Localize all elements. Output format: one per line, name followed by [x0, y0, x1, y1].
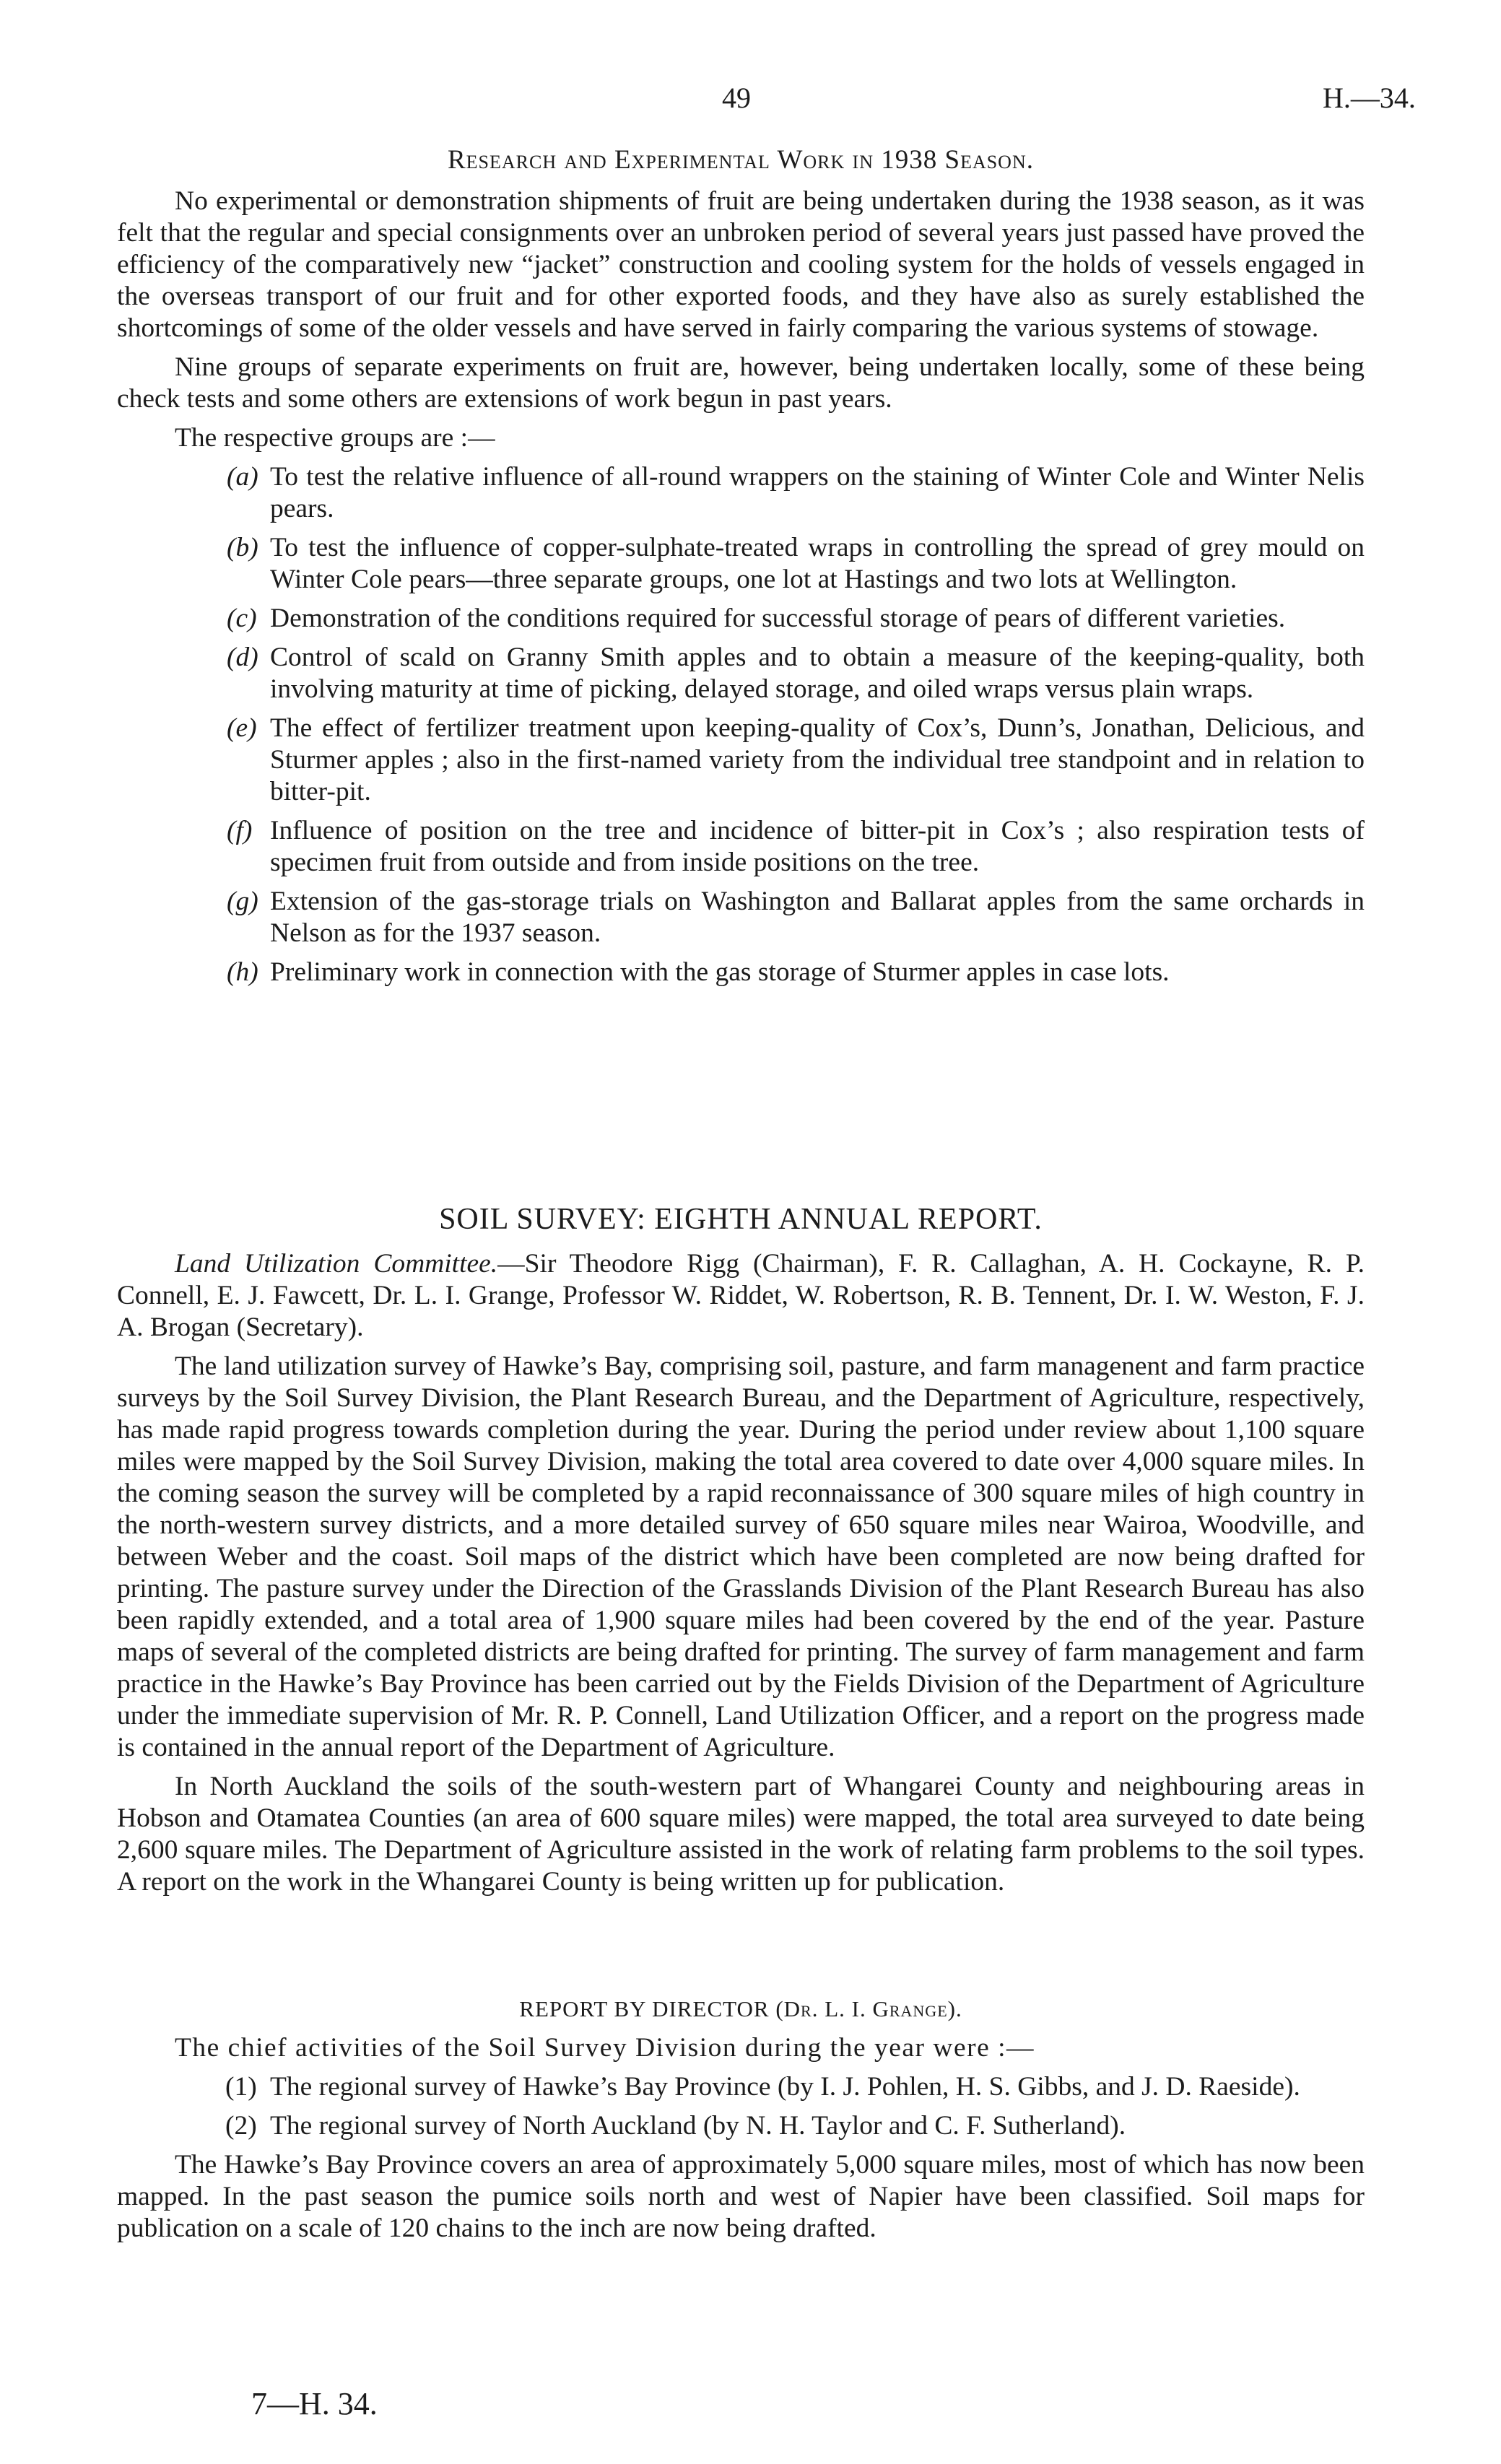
- item-text: The effect of fertilizer treatment upon keeping-quality of Cox’s, Dunn’s, Jonathan, Delicious, and Sturmer apples ; also in the first-named variety from the individual tree standpoint and in relation to bitter-pit.: [270, 713, 1365, 806]
- item-label: (b): [227, 533, 258, 562]
- item-text: The regional survey of Hawke’s Bay Province (by I. J. Pohlen, H. S. Gibbs, and J. D. Raeside).: [270, 2072, 1300, 2102]
- item-text: Demonstration of the conditions required for successful storage of pears of different varieties.: [270, 604, 1286, 633]
- item-text: To test the relative influence of all-round wrappers on the staining of Winter Cole and Winter Nelis pears.: [270, 462, 1365, 523]
- item-text: Influence of position on the tree and incidence of bitter-pit in Cox’s ; also respiration tests of specimen fruit from outside and from inside positions on the tree.: [270, 816, 1365, 877]
- research-item-d: [117, 642, 1365, 705]
- research-paragraph-3: The respective groups are :—: [175, 423, 495, 453]
- soil-survey-section: [117, 1202, 1365, 1905]
- director-item-1: [117, 2071, 1365, 2103]
- item-label: (g): [227, 887, 258, 916]
- item-label: (1): [225, 2072, 257, 2102]
- research-paragraph-2: Nine groups of separate experiments on fruit are, however, being undertaken locally, some of these being check tests and some others are extensions of work begun in past years.: [117, 352, 1365, 414]
- research-item-e: [117, 713, 1365, 808]
- item-label: (h): [227, 957, 258, 987]
- research-item-f: [117, 815, 1365, 879]
- research-section: [117, 144, 1365, 996]
- research-item-b: [117, 532, 1365, 596]
- research-item-c: [117, 603, 1365, 635]
- committee-members: —Sir Theodore Rigg (Chairman), F. R. Callaghan, A. H. Cockayne, R. P. Connell, E. J. Fawcett, Dr. L. I. Grange, Professor W. Riddet, W. Robertson, R. B. Tennent, Dr. I. W. Weston, F. J. A. Brogan (Secretary).: [117, 1249, 1365, 1342]
- soil-paragraph-2: In North Auckland the soils of the south-western part of Whangarei County and neighbouring areas in Hobson and Otamatea Counties (an area of 600 square miles) were mapped, the total area surveyed to date being 2,600 square miles. The Department of Agriculture assisted in the work of relating farm problems to the soil types. A report on the work in the Whangarei County is being written up for publication.: [117, 1772, 1365, 1897]
- item-text: The regional survey of North Auckland (by N. H. Taylor and C. F. Sutherland).: [270, 2111, 1126, 2141]
- item-text: To test the influence of copper-sulphate-treated wraps in controlling the spread of grey mould on Winter Cole pears—three separate groups, one lot at Hastings and two lots at Wellington.: [270, 533, 1365, 594]
- item-text: Extension of the gas-storage trials on Washington and Ballarat apples from the same orchards in Nelson as for the 1937 season.: [270, 887, 1365, 948]
- director-heading: [117, 1996, 1365, 2022]
- soil-paragraph-1: The land utilization survey of Hawke’s Bay, comprising soil, pasture, and farm managenent and farm practice surveys by the Soil Survey Division, the Plant Research Bureau, and the Department of Agriculture, respectively, has made rapid progress towards completion during the year. During the period under review about 1,100 square miles were mapped by the Soil Survey Division, making the total area covered to date over 4,000 square miles. In the coming season the survey will be completed by a rapid reconnaissance of 300 square miles of high country in the north-western survey districts, and a more detailed survey of 650 square miles near Wairoa, Woodville, and between Weber and the coast. Soil maps of the district which have been completed are now being drafted for printing. The pasture survey under the Direction of the Grasslands Division of the Plant Research Bureau has also been rapidly extended, and a total area of 1,900 square miles had been covered by the end of the year. Pasture maps of several of the completed districts are being drafted for printing. The survey of farm management and farm practice in the Hawke’s Bay Province has been carried out by the Fields Division of the Department of Agriculture under the immediate supervision of Mr. R. P. Connell, Land Utilization Officer, and a report on the progress made is contained in the annual report of the Department of Agriculture.: [117, 1351, 1365, 1762]
- page-number: 49: [722, 82, 751, 114]
- research-item-h: [117, 957, 1365, 988]
- item-label: (2): [225, 2111, 257, 2141]
- item-label: (f): [227, 816, 253, 845]
- item-text: Control of scald on Granny Smith apples and to obtain a measure of the keeping-quality, both involving maturity at time of picking, delayed storage, and oiled wraps versus plain wraps.: [270, 643, 1365, 704]
- committee-paragraph: [117, 1248, 1365, 1344]
- director-report-section: [117, 1996, 1365, 2252]
- item-label: (e): [227, 713, 257, 743]
- research-paragraph-1: No experimental or demonstration shipments of fruit are being undertaken during the 1938 season, as it was felt that the regular and special consignments over an unbroken period of several years just passed have proved the efficiency of the comparatively new “jacket” construction and cooling system for the holds of vessels engaged in the overseas transport of our fruit and for other exported foods, and they have also as surely established the shortcomings of some of the older vessels and have served in fairly comparing the various systems of stowage.: [117, 186, 1365, 343]
- director-intro: The chief activities of the Soil Survey Division during the year were :—: [175, 2033, 1035, 2063]
- director-item-2: [117, 2110, 1365, 2142]
- director-heading-name: (Dr. L. I. Grange).: [775, 1996, 962, 2021]
- research-item-g: [117, 886, 1365, 949]
- item-text: Preliminary work in connection with the gas storage of Sturmer apples in case lots.: [270, 957, 1170, 987]
- item-label: (c): [227, 604, 257, 633]
- document-reference: H.—34.: [1323, 82, 1416, 114]
- committee-label: Land Utilization Committee.: [175, 1249, 498, 1279]
- director-heading-main: REPORT BY DIRECTOR: [519, 1996, 770, 2021]
- footer-signature: 7—H. 34.: [251, 2386, 378, 2421]
- research-heading: Research and Experimental Work in 1938 Season.: [447, 145, 1034, 175]
- soil-survey-heading: SOIL SURVEY: EIGHTH ANNUAL REPORT.: [439, 1203, 1043, 1236]
- item-label: (a): [227, 462, 258, 492]
- item-label: (d): [227, 643, 258, 672]
- director-closing: The Hawke’s Bay Province covers an area of approximately 5,000 square miles, most of which has now been mapped. In the past season the pumice soils north and west of Napier have been classified. Soil maps for publication on a scale of 120 chains to the inch are now being drafted.: [117, 2150, 1365, 2243]
- research-item-a: [117, 461, 1365, 525]
